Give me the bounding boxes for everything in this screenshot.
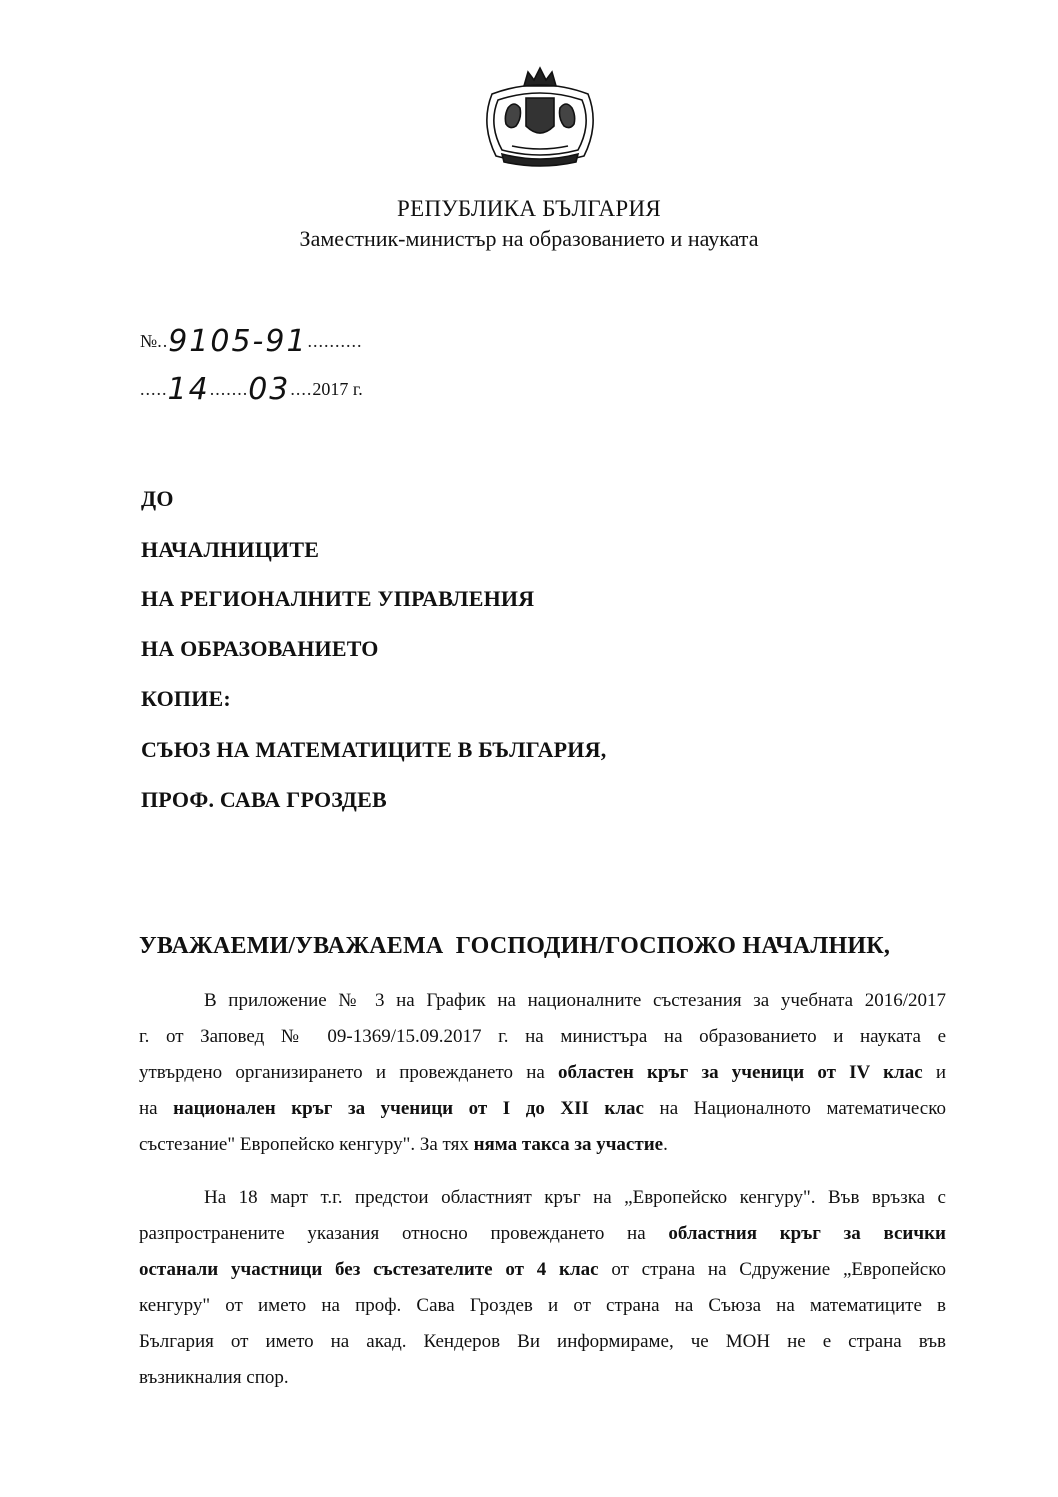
handwritten-date-month: 03 (248, 372, 291, 407)
paragraph-2-line-1: На 18 март т.г. предстои областният кръг на „Европейско кенгуру". Във връзка с (204, 1187, 946, 1208)
date-year: 2017 г. (312, 379, 363, 399)
number-sign: № (140, 331, 158, 351)
bold-national-round: национален кръг за ученици от I до XII клас (173, 1098, 644, 1119)
country-heading: РЕПУБЛИКА БЪЛГАРИЯ (397, 196, 661, 221)
paragraph-2-line-3: останали участници без състезателите от 4 клас от страна на Сдружение „Европейско (139, 1259, 946, 1280)
coat-of-arms-emblem (472, 64, 608, 172)
reference-date-line: .....14.......03....2017 г. (140, 372, 363, 407)
paragraph-2-line-4: кенгуру" от името на проф. Сава Гроздев и от страна на Съюза на математиците в (139, 1295, 946, 1316)
addressee-to: ДО (141, 486, 174, 511)
bold-remaining-participants: останали участници без състезателите от 4 клас (139, 1259, 599, 1280)
bold-regional-round-all: областния кръг за всички (668, 1223, 946, 1244)
copy-recipient-1: СЪЮЗ НА МАТЕМАТИЦИТЕ В БЪЛГАРИЯ, (141, 737, 607, 762)
paragraph-1-line-3: утвърдено организирането и провеждането на областен кръг за ученици от IV клас и (139, 1062, 947, 1083)
copy-recipient-2: ПРОФ. САВА ГРОЗДЕВ (141, 787, 387, 812)
addressee-line-3: НА ОБРАЗОВАНИЕТО (141, 636, 379, 661)
paragraph-1-line-4: на национален кръг за ученици от I до XII клас на Националното математическо (139, 1098, 946, 1119)
addressee-line-1: НАЧАЛНИЦИТЕ (141, 537, 320, 562)
paragraph-1-line-5: състезание" Европейско кенгуру". За тях няма такса за участие. (139, 1134, 668, 1155)
paragraph-2-line-6: възникналия спор. (139, 1367, 289, 1388)
bold-no-fee: няма такса за участие (473, 1134, 664, 1155)
copy-label: КОПИЕ: (141, 686, 231, 711)
addressee-line-2: НА РЕГИОНАЛНИТЕ УПРАВЛЕНИЯ (141, 586, 535, 611)
paragraph-1-line-2: г. от Заповед № 09-1369/15.09.2017 г. на министъра на образованието и науката е (139, 1026, 946, 1047)
salutation: УВАЖАЕМИ/УВАЖАЕМА ГОСПОДИН/ГОСПОЖО НАЧАЛНИК, (139, 933, 891, 959)
bold-regional-round: областен кръг за ученици от IV клас (558, 1062, 923, 1083)
handwritten-date-day: 14 (167, 372, 210, 407)
paragraph-2-line-2: разпространените указания относно провеждането на областния кръг за всички (139, 1223, 946, 1244)
paragraph-2-line-5: България от името на акад. Кендеров Ви информираме, че МОН не е страна във (139, 1331, 946, 1352)
reference-number-line: №..9105-91.......... (140, 324, 363, 359)
paragraph-1 (139, 983, 946, 1163)
paragraph-2 (139, 1180, 946, 1396)
handwritten-reference-number: 9105-91 (168, 324, 308, 359)
office-heading: Заместник-министър на образованието и науката (299, 226, 759, 251)
paragraph-1-line-1: В приложение № 3 на График на националните състезания за учебната 2016/2017 (204, 990, 946, 1011)
